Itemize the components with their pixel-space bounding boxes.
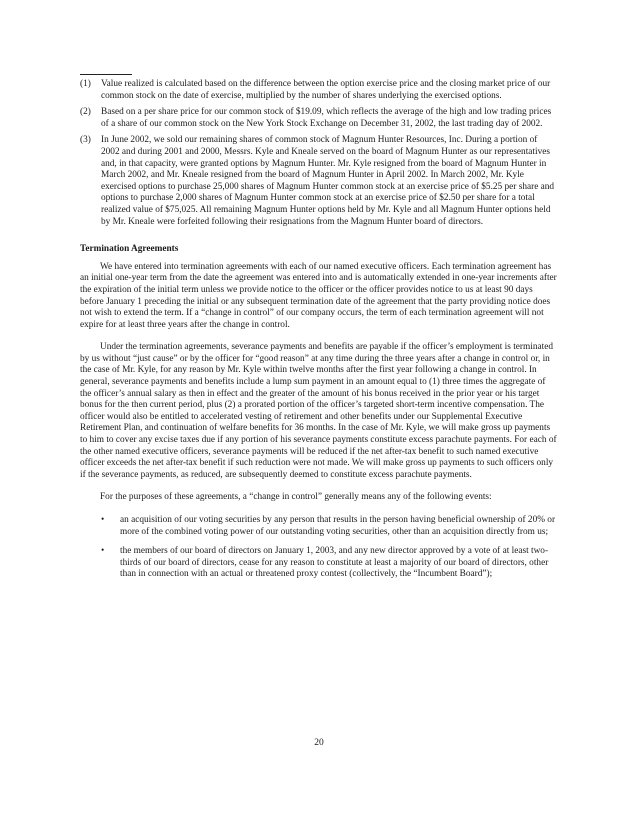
- footnote-number: (1): [80, 79, 91, 89]
- list-item-text: an acquisition of our voting securities by any person that results in the person having beneficial ownership of 20% or more of the combined voting power of our outstanding voting securities, other than an acquisition directly from us;: [120, 515, 556, 537]
- page-number: 20: [314, 738, 324, 748]
- footnote-number: (3): [80, 135, 91, 146]
- footnote-2: [80, 107, 558, 130]
- footnote-3: [80, 135, 558, 228]
- list-item: [101, 515, 558, 538]
- bullet-icon: •: [101, 546, 105, 557]
- footnote-text: Based on a per share price for our common stock of $19.09, which reflects the average of the high and low trading prices of a share of our common stock on the New York Stock Exchange on December 31, 2002, the last trading day of 2002.: [101, 107, 552, 129]
- section-heading: Termination Agreements: [80, 244, 179, 255]
- paragraph-change-in-control: For the purposes of these agreements, a “change in control” generally means any of the following events:: [100, 492, 492, 503]
- paragraph-severance: Under the termination agreements, severance payments and benefits are payable if the officer’s employment is terminated by us without “just cause” or by the officer for “good reason” at any time during the three years after a change in control or, in the case of Mr. Kyle, for any reason by Mr. Kyle within twelve months after the first year following a change in control. In general, severance payments and benefits include a lump sum payment in an amount equal to (1) three times the aggregate of the officer’s annual salary as then in effect and the greater of the amount of his bonus received in the prior year or his target bonus for the then current period, plus (2) a prorated portion of the officer’s targeted short-term incentive compensation. The officer would also be entitled to accelerated vesting of retirement and other benefits under our Supplemental Executive Retirement Plan, and continuation of welfare benefits for 36 months. In the case of Mr. Kyle, we will make gross up payments to him to cover any excise taxes due if any portion of his severance payments constitute excess parachute payments. For each of the other named executive officers, severance payments will be reduced if the net after-tax benefit to such named executive officer exceeds the net after-tax benefit if such reduction were not made. We will make gross up payments to such officers only if the severance payments, as reduced, are subsequently deemed to constitute excess parachute payments.: [80, 342, 557, 480]
- footnote-divider: [80, 74, 132, 75]
- footnote-text: In June 2002, we sold our remaining shares of common stock of Magnum Hunter Resources, Inc. During a portion of 2002 and during 2001 and 2000, Messrs. Kyle and Kneale served on the board of Magnum Hunter as our representatives and, in that capacity, were granted options by Magnum Hunter. Mr. Kyle resigned from the board of Magnum Hunter in March 2002, and Mr. Kneale resigned from the board of Magnum Hunter in April 2002. In March 2002, Mr. Kyle exercised options to purchase 25,000 shares of Magnum Hunter common stock at an exercise price of $5.25 per share and options to purchase 2,000 shares of Magnum Hunter common stock at an exercise price of $2.50 per share for a total realized value of $75,025. All remaining Magnum Hunter options held by Mr. Kyle and all Magnum Hunter options held by Mr. Kneale were forfeited following their resignations from the Magnum Hunter board of directors.: [101, 135, 555, 227]
- bullet-icon: •: [101, 515, 105, 525]
- footnote-number: (2): [80, 107, 91, 118]
- list-item: [101, 546, 558, 581]
- footnote-1: [80, 79, 558, 102]
- document-page: [80, 74, 558, 589]
- paragraph-term: We have entered into termination agreements with each of our named executive officers. Each termination agreement has an initial one-year term from the date the agreement was entered into and is automatically extended in one-year increments after the expiration of the initial term unless we provide notice to the officer or the officer provides notice to us at least 90 days before January 1 preceding the initial or any subsequent termination date of the agreement that the party providing notice does not wish to extend the term. If a “change in control” of our company occurs, the term of each termination agreement will not expire for at least three years after the change in control.: [80, 261, 557, 330]
- list-item-text: the members of our board of directors on January 1, 2003, and any new director approved by a vote of at least two-thirds of our board of directors, cease for any reason to constitute at least a majority of our board of directors, other than in connection with an actual or threatened proxy contest (collectively, the “Incumbent Board”);: [120, 546, 549, 580]
- footnote-text: Value realized is calculated based on the difference between the option exercise price and the closing market price of our common stock on the date of exercise, multiplied by the number of shares underlying the exercised options.: [101, 79, 551, 101]
